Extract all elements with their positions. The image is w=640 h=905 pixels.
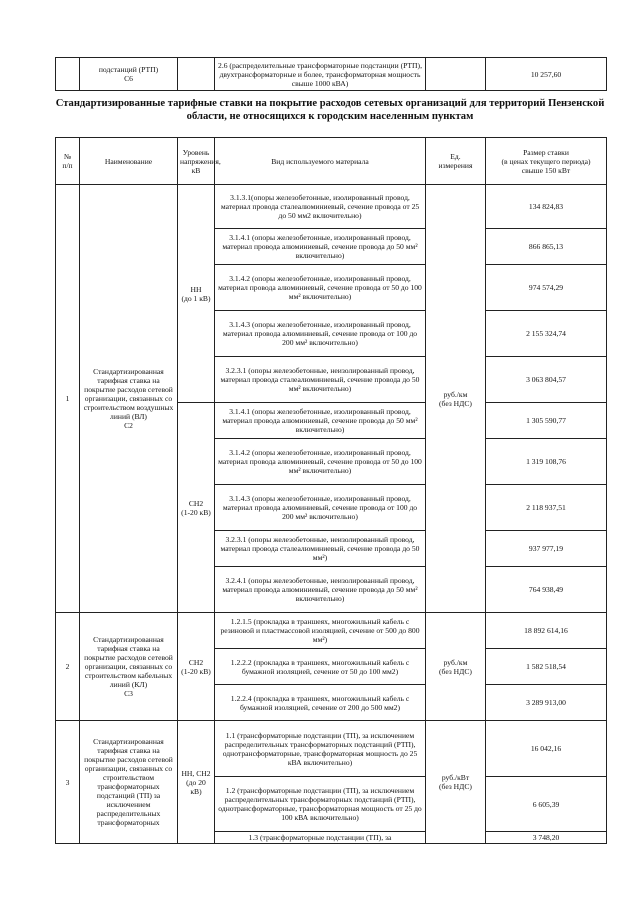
- table-row: [56, 721, 607, 777]
- row-rate: 974 574,29: [486, 265, 607, 311]
- row-rate: 1 305 590,77: [486, 403, 607, 439]
- row-rate: 1 319 108,76: [486, 439, 607, 485]
- row-material: 3.2.4.1 (опоры железобетонные, неизолированный провод, материал провода алюминиевый, сечение провода до 50 мм² включительно): [215, 567, 426, 613]
- row-material: 3.1.4.3 (опоры железобетонные, изолированный провод, материал провода алюминиевый, сечение провода от 100 до 200 мм² включительно): [215, 311, 426, 357]
- row-rate: 3 289 913,00: [486, 685, 607, 721]
- row-material: 1.2.1.5 (прокладка в траншеях, многожильный кабель с резиновой и пластмассовой изоляцией, сечение от 500 до 800 мм²): [215, 613, 426, 649]
- row-material: 1.2.2.2 (прокладка в траншеях, многожильный кабель с бумажной изоляцией, сечение от 50 до 100 мм2): [215, 649, 426, 685]
- row-rate: 3 748,20: [486, 832, 607, 844]
- row-rate: 16 042,16: [486, 721, 607, 777]
- row-voltage: СН2 (1-20 кВ): [178, 403, 215, 613]
- tariff-table: [55, 137, 607, 844]
- row-number: 2: [56, 613, 80, 721]
- continuation-table: [55, 57, 607, 91]
- header-material: Вид используемого материала: [215, 138, 426, 185]
- row-name: Стандартизированная тарифная ставка на покрытие расходов сетевой организации, связанных со строительством трансформаторных подстанций (ТП) за исключением распределительных трансформаторных: [80, 721, 178, 844]
- row-voltage: НН, СН2 (до 20 кВ): [178, 721, 215, 844]
- row-material: 1.3 (трансформаторные подстанции (ТП), за: [215, 832, 426, 844]
- table-row: [56, 185, 607, 229]
- row-voltage: СН2 (1-20 кВ): [178, 613, 215, 721]
- row-material: 1.2 (трансформаторные подстанции (ТП), за исключением распределительных трансформаторных подстанций (РТП), однотрансформаторные, трансформаторная мощность от 25 до 100 кВА включительно): [215, 777, 426, 832]
- row-rate: 2 155 324,74: [486, 311, 607, 357]
- row-material: 3.1.4.3 (опоры железобетонные, изолированный провод, материал провода алюминиевый, сечение провода от 100 до 200 мм² включительно): [215, 485, 426, 531]
- header-name: Наименование: [80, 138, 178, 185]
- header-voltage: Уровень напряжения, кВ: [178, 138, 215, 185]
- top-material-cell: 2.6 (распределительные трансформаторные подстанции (РТП), двухтрансформаторные и более, трансформаторная мощность свыше 1000 кВА): [215, 58, 426, 91]
- row-rate: 937 977,19: [486, 531, 607, 567]
- row-material: 1.2.2.4 (прокладка в траншеях, многожильный кабель с бумажной изоляцией, сечение от 200 до 500 мм2): [215, 685, 426, 721]
- row-material: 3.1.4.2 (опоры железобетонные, изолированный провод, материал провода алюминиевый, сечение провода от 50 до 100 мм² включительно): [215, 439, 426, 485]
- top-rate-cell: 10 257,60: [486, 58, 607, 91]
- row-material: 3.1.4.1 (опоры железобетонные, изолированный провод, материал провода алюминиевый, сечение провода до 50 мм² включительно): [215, 229, 426, 265]
- row-number: 3: [56, 721, 80, 844]
- top-name-cell: подстанций (РТП) С6: [80, 58, 178, 91]
- row-rate: 18 892 614,16: [486, 613, 607, 649]
- row-unit: руб./км (без НДС): [426, 613, 486, 721]
- header-row: [56, 138, 607, 185]
- row-material: 3.1.3.1(опоры железобетонные, изолированный провод, материал провода сталеалюминиевый, сечение провода от 25 до 50 мм2 включительно): [215, 185, 426, 229]
- top-voltage-cell: [178, 58, 215, 91]
- row-rate: 3 063 804,57: [486, 357, 607, 403]
- top-unit-cell: [426, 58, 486, 91]
- row-rate: 2 118 937,51: [486, 485, 607, 531]
- row-unit: руб./км (без НДС): [426, 185, 486, 613]
- row-unit: руб./кВт (без НДС): [426, 721, 486, 844]
- row-name: Стандартизированная тарифная ставка на покрытие расходов сетевой организации, связанных со строительством воздушных линий (ВЛ) С2: [80, 185, 178, 613]
- row-material: 3.2.3.1 (опоры железобетонные, неизолированный провод, материал провода сталеалюминиевый, сечение провода до 50 мм² включительно): [215, 357, 426, 403]
- row-material: 3.2.3.1 (опоры железобетонные, неизолированный провод, материал провода сталеалюминиевый, сечение провода до 50 мм²): [215, 531, 426, 567]
- row-material: 3.1.4.1 (опоры железобетонные, изолированный провод, материал провода алюминиевый, сечение провода до 50 мм² включительно): [215, 403, 426, 439]
- row-number: 1: [56, 185, 80, 613]
- row-material: 3.1.4.2 (опоры железобетонные, изолированный провод, материал провода алюминиевый, сечение провода от 50 до 100 мм² включительно): [215, 265, 426, 311]
- row-rate: 134 824,83: [486, 185, 607, 229]
- row-name: Стандартизированная тарифная ставка на покрытие расходов сетевой организации, связанных со строительством кабельных линий (КЛ) С3: [80, 613, 178, 721]
- header-rate: Размер ставки (в ценах текущего периода) свыше 150 кВт: [486, 138, 607, 185]
- row-material: 1.1 (трансформаторные подстанции (ТП), за исключением распределительных трансформаторных подстанций (РТП), однотрансформаторные, трансформаторная мощность до 25 кВА включительно): [215, 721, 426, 777]
- row-rate: 866 865,13: [486, 229, 607, 265]
- row-rate: 764 938,49: [486, 567, 607, 613]
- row-voltage: НН (до 1 кВ): [178, 185, 215, 403]
- table-row: [56, 613, 607, 649]
- top-num-cell: [56, 58, 80, 91]
- row-rate: 6 605,39: [486, 777, 607, 832]
- header-unit: Ед. измерения: [426, 138, 486, 185]
- header-num: № п/п: [56, 138, 80, 185]
- row-rate: 1 582 518,54: [486, 649, 607, 685]
- page-title: Стандартизированные тарифные ставки на покрытие расходов сетевых организаций для территорий Пензенской области, не относящихся к городским населенным пунктам: [55, 98, 605, 122]
